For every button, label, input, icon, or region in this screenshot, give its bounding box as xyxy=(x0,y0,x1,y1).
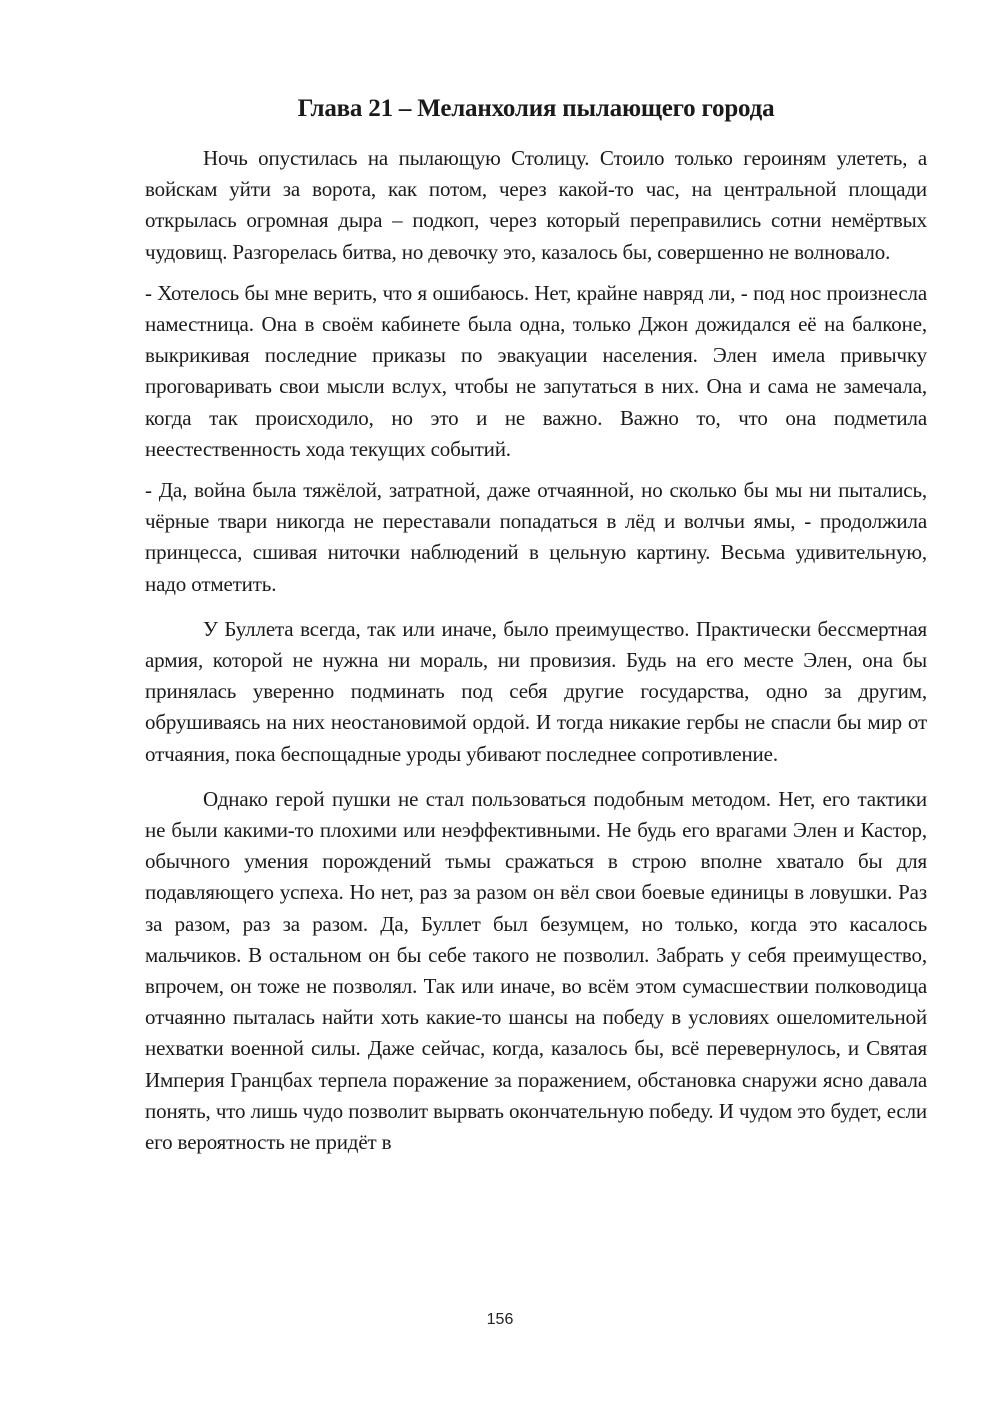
page-number: 156 xyxy=(486,1311,514,1328)
paragraph-1: Ночь опустилась на пылающую Столицу. Стоило только героиням улететь, а войскам уйти за ворота, как потом, через какой-то час, на центральной площади открылась огромная дыра – подкоп, через который переправились сотни немёртвых чудовищ. Разгорелась битва, но девочку это, казалось бы, совершенно не волновало. xyxy=(145,146,927,264)
chapter-title: Глава 21 – Меланхолия пылающего города xyxy=(297,95,775,122)
paragraph-5: Однако герой пушки не стал пользоваться подобным методом. Нет, его тактики не были какими-то плохими или неэффективными. Не будь его врагами Элен и Кастор, обычного умения порождений тьмы сражаться в строю вполне хватало бы для подавляющего успеха. Но нет, раз за разом он вёл свои боевые единицы в ловушки. Раз за разом, раз за разом. Да, Буллет был безумцем, но только, когда это касалось мальчиков. В остальном он бы себе такого не позволил. Забрать у себя преимущество, впрочем, он тоже не позволял. Так или иначе, во всём этом сумасшествии полководица отчаянно пыталась найти хоть какие-то шансы на победу в условиях ошеломительной нехватки военной силы. Даже сейчас, когда, казалось бы, всё перевернулось, и Святая Империя Гранцбах терпела поражение за поражением, обстановка снаружи ясно давала понять, что лишь чудо позволит вырвать окончательную победу. И чудом это будет, если его вероятность не придёт в xyxy=(145,786,927,1155)
document-page xyxy=(145,92,927,1168)
paragraph-4: У Буллета всегда, так или иначе, было преимущество. Практически бессмертная армия, которой не нужна ни мораль, ни провизия. Будь на его месте Элен, она бы принялась уверенно подминать под себя другие государства, одно за другим, обрушиваясь на них неостановимой ордой. И тогда никакие гербы не спасли бы мир от отчаяния, пока беспощадные уроды убивают последнее сопротивление. xyxy=(145,616,927,766)
paragraph-2: - Хотелось бы мне верить, что я ошибаюсь. Нет, крайне навряд ли, - под нос произнесла наместница. Она в своём кабинете была одна, только Джон дожидался её на балконе, выкрикивая последние приказы по эвакуации населения. Элен имела привычку проговаривать свои мысли вслух, чтобы не запутаться в них. Она и сама не замечала, когда так происходило, но это и не важно. Важно то, что она подметила неестественность хода текущих событий. xyxy=(145,280,927,461)
paragraph-3: - Да, война была тяжёлой, затратной, даже отчаянной, но сколько бы мы ни пытались, чёрные твари никогда не переставали попадаться в лёд и волчьи ямы, - продолжила принцесса, сшивая ниточки наблюдений в цельную картину. Весьма удивительную, надо отметить. xyxy=(145,478,927,596)
